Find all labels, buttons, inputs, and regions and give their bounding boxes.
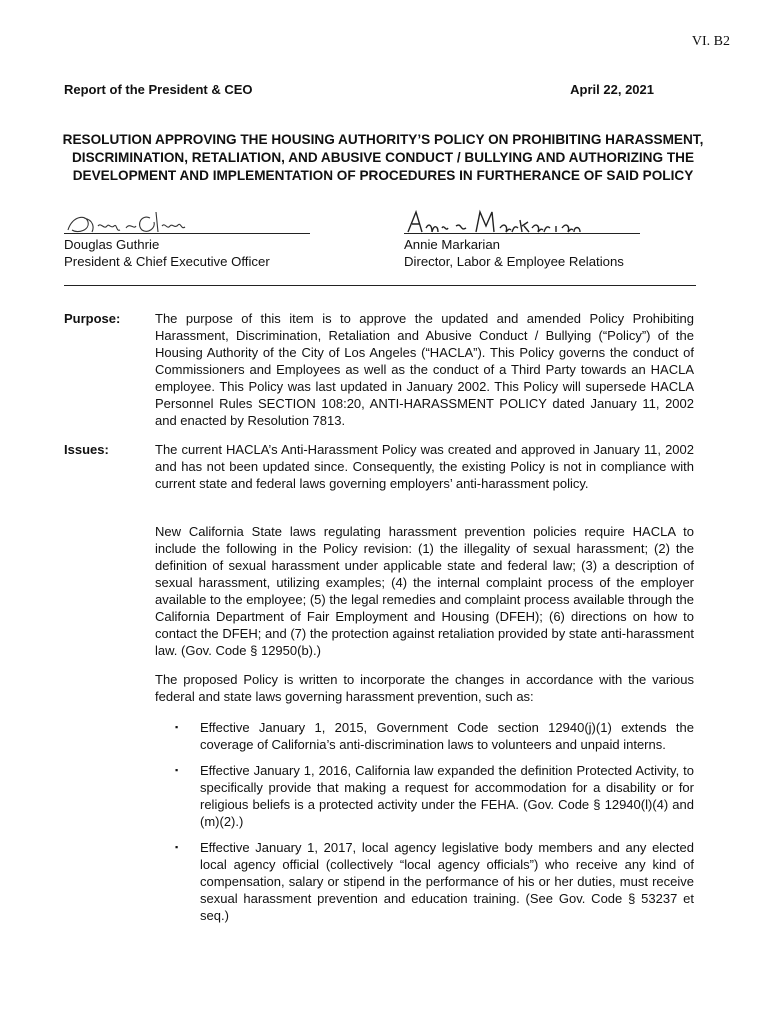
report-date: April 22, 2021 xyxy=(570,82,654,97)
list-item xyxy=(155,839,694,924)
signatory-2-role: Director, Labor & Employee Relations xyxy=(404,254,624,269)
report-header xyxy=(64,82,654,97)
signatory-2 xyxy=(404,236,624,270)
issues-paragraph-3: The proposed Policy is written to incorporate the changes in accordance with the various federal and state laws governing harassment prevention, such as: xyxy=(155,672,694,704)
report-type: Report of the President & CEO xyxy=(64,82,253,97)
signature-line-1 xyxy=(64,233,310,234)
signatory-1-role: President & Chief Executive Officer xyxy=(64,254,270,269)
purpose-text: The purpose of this item is to approve the updated and amended Policy Prohibiting Harassment, Discrimination, Retaliation and Abusive Conduct / Bullying (“Policy”) of the Housing Authority of the City of Los Angeles (“HACLA”). This Policy governs the conduct of Commissioners and Employees as well as the conduct of a Third Party towards an HACLA employee. This Policy was last updated in January 2002. This Policy will supersede HACLA Personnel Rules SECTION 108:20, ANTI-HARASSMENT POLICY dated January 11, 2002 and enacted by Resolution 7813. xyxy=(155,311,694,428)
resolution-title: RESOLUTION APPROVING THE HOUSING AUTHORITY’S POLICY ON PROHIBITING HARASSMENT, DISCRIMINATION, RETALIATION, AND ABUSIVE CONDUCT / BULLYING AND AUTHORIZING THE DEVELOPMENT AND IMPLEMENTATION OF PROCEDURES IN FURTHERANCE OF SAID POLICY xyxy=(62,132,704,183)
issues-paragraph-2: New California State laws regulating harassment prevention policies require HACLA to include the following in the Policy revision: (1) the illegality of sexual harassment; (2) the definition of sexual harassment under applicable state and federal law; (3) a description of sexual harassment, utilizing examples; (4) the internal complaint process of the employer available to the employee; (5) the legal remedies and complaint process available through the California Department of Fair Employment and Housing (DFEH); (6) directions on how to contact the DFEH; and (7) the protection against retaliation provided by state anti-harassment law. (Gov. Code § 12950(b).) xyxy=(155,524,694,658)
section-divider xyxy=(64,285,696,286)
list-item-text: Effective January 1, 2015, Government Code section 12940(j)(1) extends the coverage of California’s anti-discrimination laws to volunteers and unpaid interns. xyxy=(200,720,694,752)
signatory-2-name: Annie Markarian xyxy=(404,237,501,252)
purpose-label: Purpose: xyxy=(64,311,121,326)
page-reference: VI. B2 xyxy=(691,34,730,49)
bullet-marker: ▪ xyxy=(175,722,179,732)
signature-line-2 xyxy=(404,233,640,234)
issues-paragraph-1: The current HACLA’s Anti-Harassment Policy was created and approved in January 11, 2002 and has not been updated since. Consequently, the existing Policy is not in compliance with current state and federal laws governing employers’ anti-harassment policy. xyxy=(155,442,694,491)
list-item xyxy=(155,762,694,830)
list-item xyxy=(155,719,694,753)
signatory-1-name: Douglas Guthrie xyxy=(64,237,160,252)
bullet-marker: ▪ xyxy=(175,765,179,775)
bullet-marker: ▪ xyxy=(175,842,179,852)
law-changes-list xyxy=(155,719,694,933)
signatory-1 xyxy=(64,236,270,270)
list-item-text: Effective January 1, 2016, California law expanded the definition Protected Activity, to specifically provide that making a request for accommodation for a disability or for religious beliefs is a protected activity under the FEHA. (Gov. Code § 12940(l)(4) and (m)(2).) xyxy=(200,763,694,829)
list-item-text: Effective January 1, 2017, local agency legislative body members and any elected local agency official (collectively “local agency officials”) who receive any kind of compensation, salary or stipend in the performance of his or her duties, must receive sexual harassment prevention and education training. (See Gov. Code § 53237 et seq.) xyxy=(200,840,694,923)
issues-label: Issues: xyxy=(64,442,109,457)
